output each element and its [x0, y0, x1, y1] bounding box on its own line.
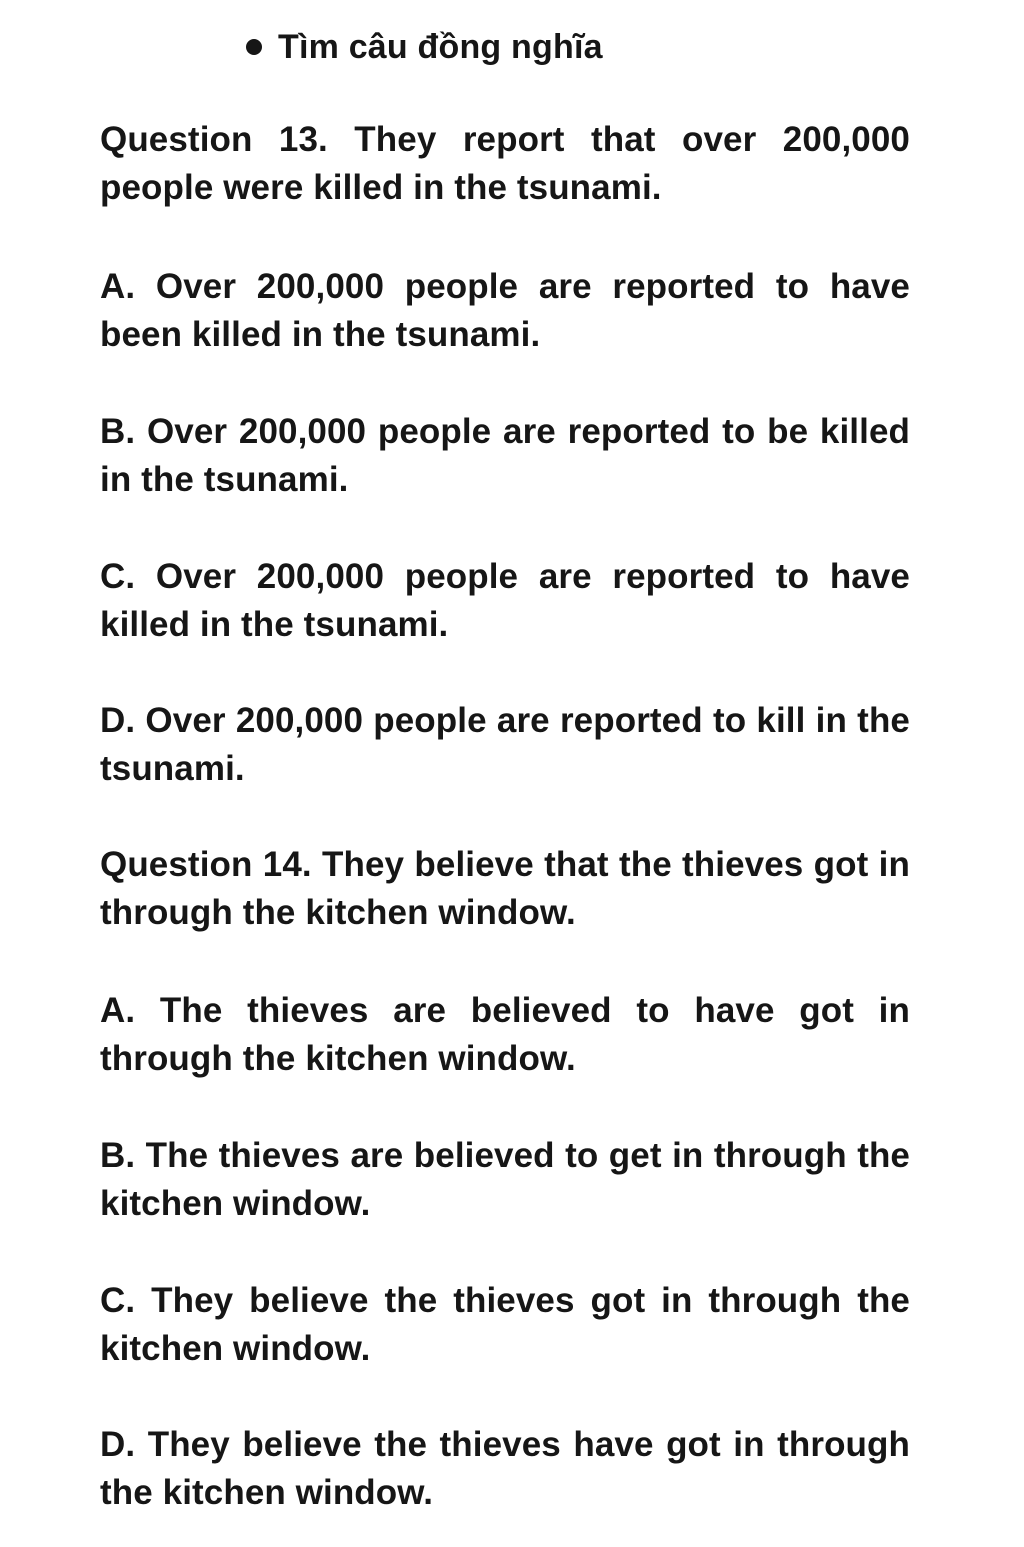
section-heading [246, 22, 603, 72]
question-13-prompt: Question 13. They report that over 200,000 people were killed in the tsunami. [100, 120, 910, 207]
question-14-option-a: A. The thieves are believed to have got in through the kitchen window. [100, 991, 910, 1078]
bullet-dot-icon [246, 39, 262, 55]
question-14-option-d: D. They believe the thieves have got in through the kitchen window. [100, 1425, 910, 1512]
question-14-prompt: Question 14. They believe that the thieves got in through the kitchen window. [100, 845, 910, 932]
section-heading-text: Tìm câu đồng nghĩa [278, 27, 603, 66]
question-14-option-b: B. The thieves are believed to get in through the kitchen window. [100, 1136, 910, 1223]
question-13-option-b: B. Over 200,000 people are reported to be killed in the tsunami. [100, 412, 910, 499]
question-13-option-a: A. Over 200,000 people are reported to have been killed in the tsunami. [100, 267, 910, 354]
question-13-option-c: C. Over 200,000 people are reported to have killed in the tsunami. [100, 557, 910, 644]
question-13-option-d: D. Over 200,000 people are reported to kill in the tsunami. [100, 701, 910, 788]
question-14-option-c: C. They believe the thieves got in through the kitchen window. [100, 1281, 910, 1368]
